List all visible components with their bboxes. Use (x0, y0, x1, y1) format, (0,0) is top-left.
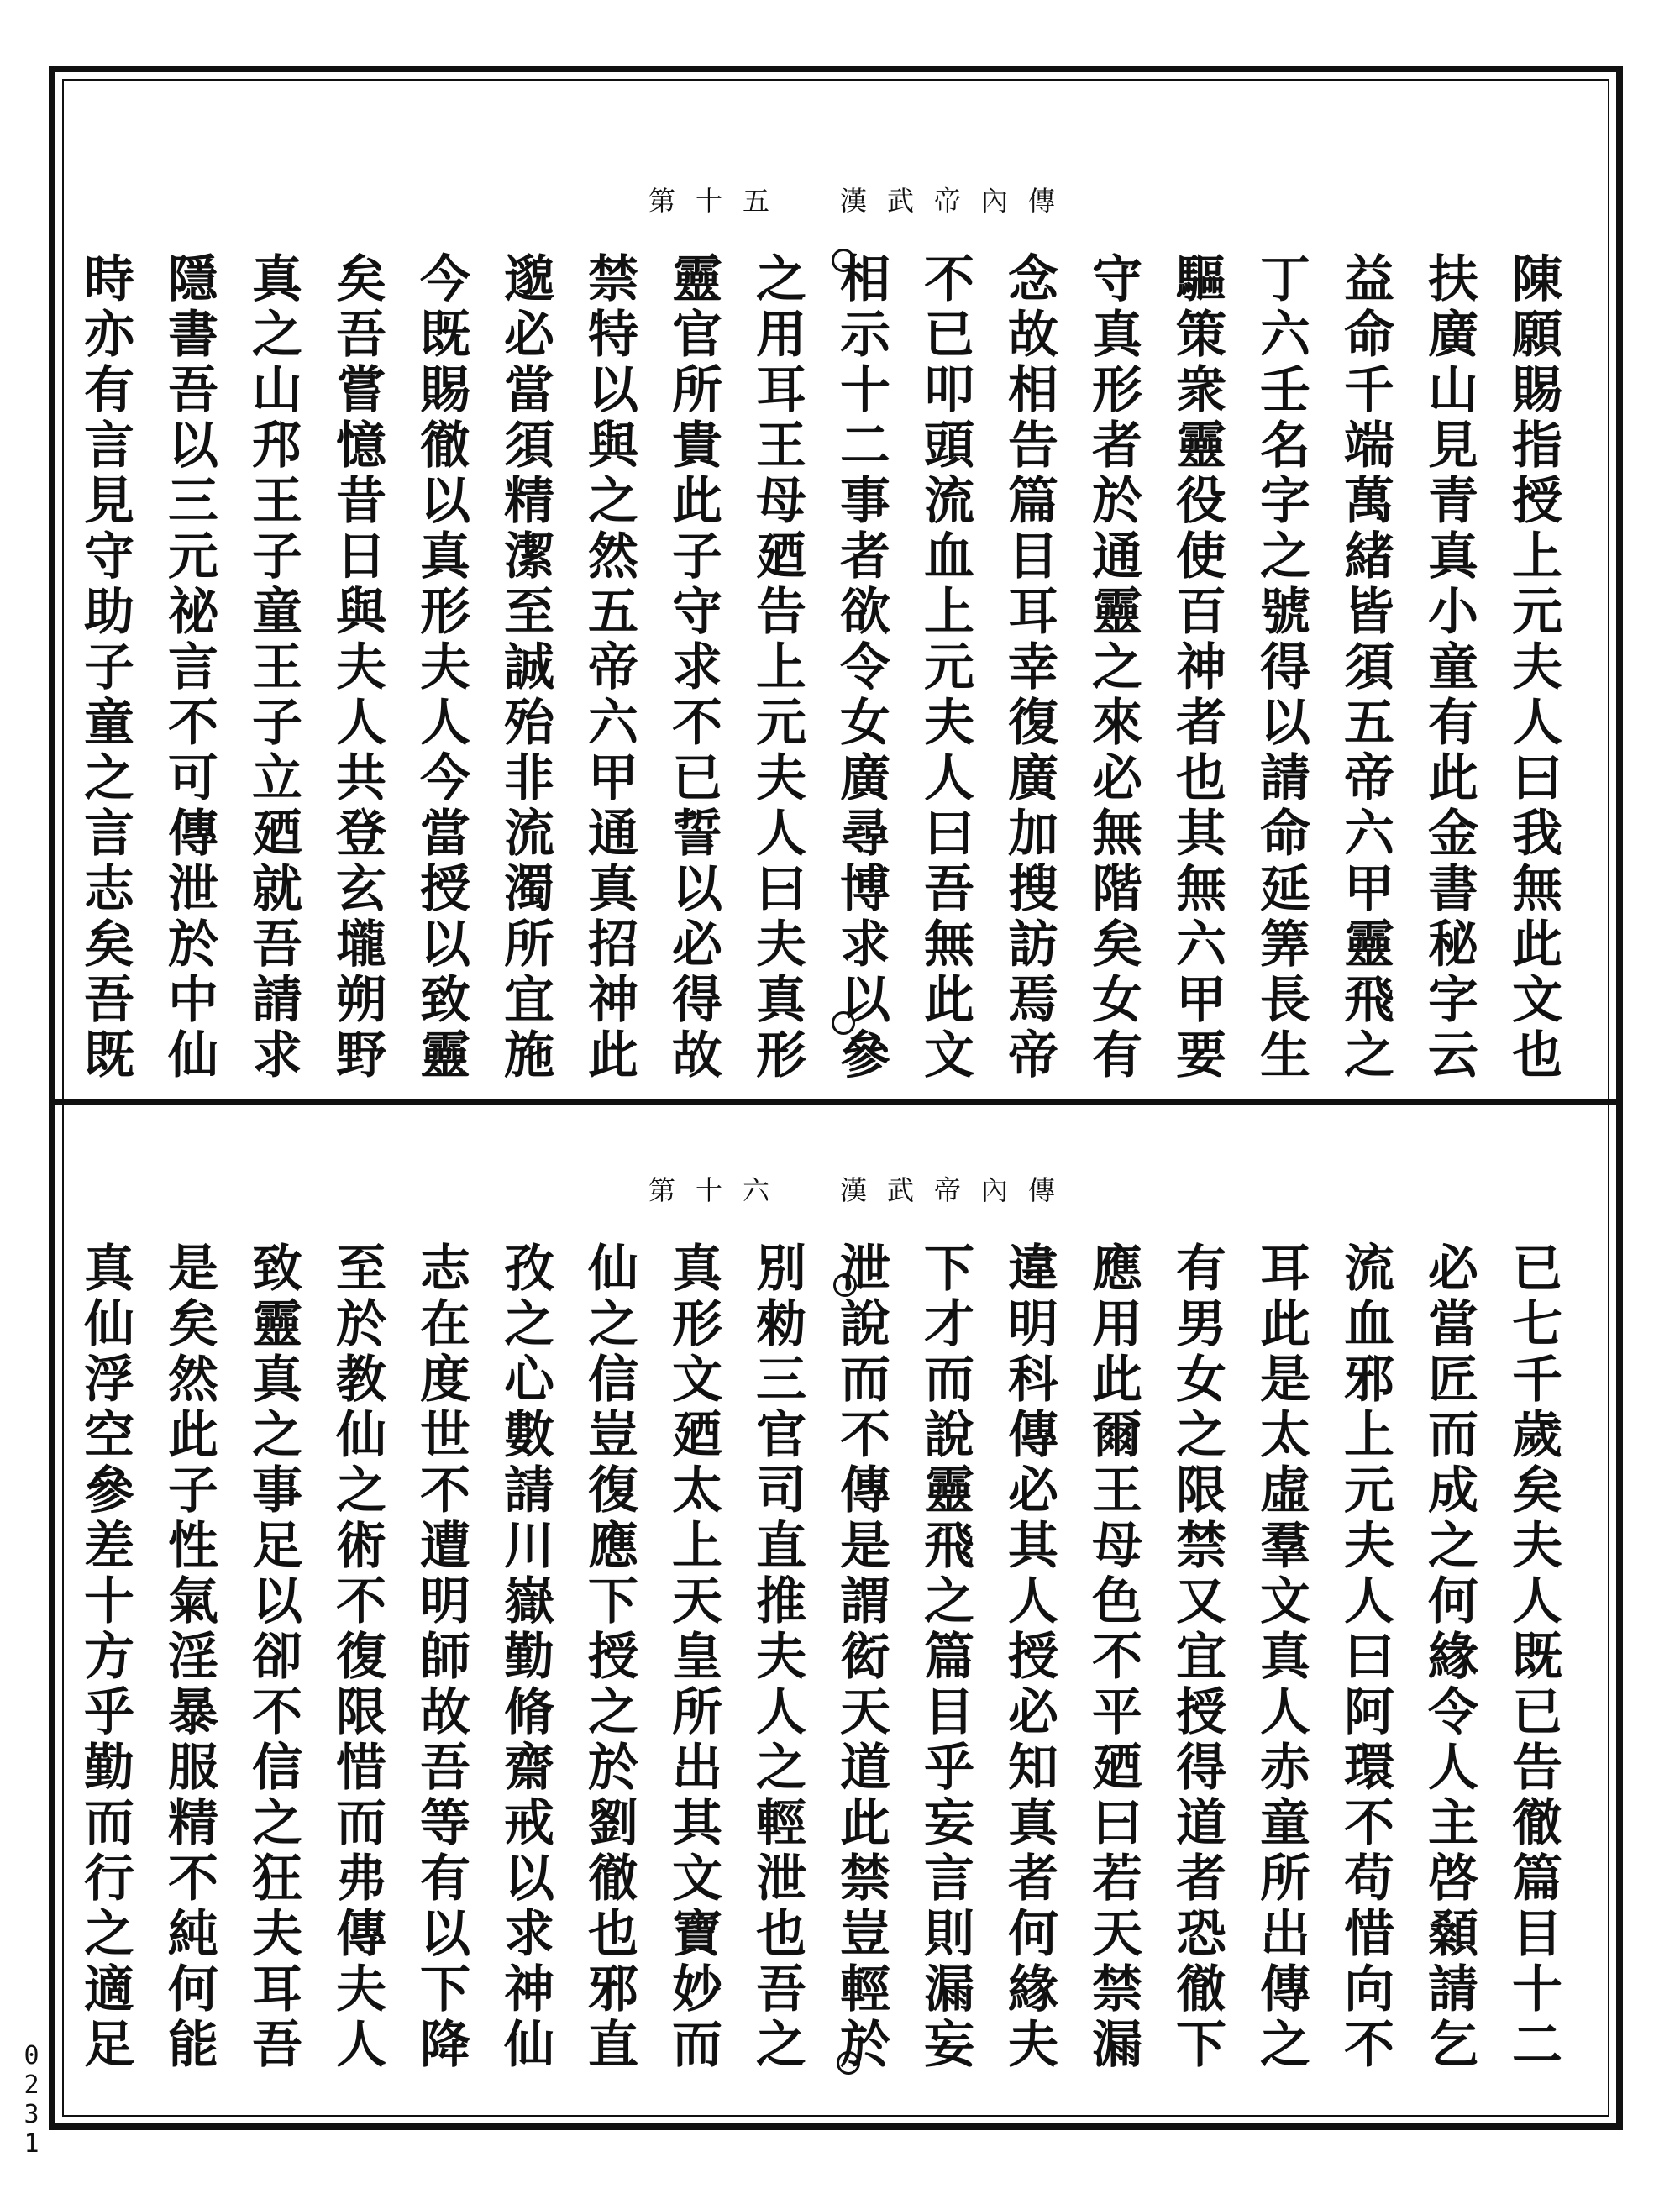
text-column: 之用耳王母廼告上元夫人曰夫真形 (748, 252, 806, 1084)
text-column: 應用此爾王母色不平廼曰若天禁漏 (1084, 1241, 1142, 2073)
punctuation-circle-mark (833, 1273, 857, 1297)
text-column: 陳願賜指授上元夫人曰我無此文也 (1504, 252, 1562, 1084)
text-column: 丁六壬名字之號得以請命延筭長生 (1252, 252, 1310, 1084)
text-column: 孜之心數請川嶽勤脩齋戒以求神仙 (496, 1241, 554, 2073)
text-column: 邈必當須精潔至誠殆非流濁所宜施 (496, 252, 554, 1084)
text-column: 有男女之限禁又宜授得道者恐徹下 (1168, 1241, 1226, 2073)
page-divider (55, 1099, 1616, 1105)
text-column: 下才而說靈飛之篇目乎妄言則漏妄 (916, 1241, 974, 2073)
text-column: 別勑三官司直推夫人之輕泄也吾之 (748, 1241, 806, 2073)
text-column: 必當匠而成之何緣令人主啓顙請乞 (1420, 1241, 1478, 2073)
upper-text-block (63, 252, 1575, 1084)
upper-header-chapter: 第十五 (648, 185, 790, 217)
text-column: 泄說而不傳是謂衒天道此禁豈輕於 (832, 1241, 890, 2073)
punctuation-circle-mark (832, 249, 855, 272)
text-column: 至於教仙之術不復限惜而弗傳夫人 (328, 1241, 386, 2073)
lower-header-chapter: 第十六 (648, 1174, 790, 1206)
lower-header-title: 漢武帝內傳 (839, 1174, 1075, 1206)
text-column: 扶廣山見青真小童有此金書秘字云 (1420, 252, 1478, 1084)
text-column: 違明科傳必其人授必知真者何緣夫 (1000, 1241, 1058, 2073)
punctuation-circle-mark (832, 1011, 855, 1035)
text-column: 真仙浮空參差十方乎勤而行之適足 (76, 1241, 134, 2073)
text-column: 相示十二事者欲令女廣尋博求以參 (832, 252, 890, 1084)
lower-text-block (63, 1241, 1575, 2081)
text-column: 矣吾嘗憶昔日與夫人共登玄壠朔野 (328, 252, 386, 1084)
text-column: 耳此是太虛羣文真人赤童所出傳之 (1252, 1241, 1310, 2073)
upper-page-header (0, 186, 1680, 215)
text-column: 守真形者於通靈之來必無階矣女有 (1084, 252, 1142, 1084)
text-column: 時亦有言見守助子童之言志矣吾既 (76, 252, 134, 1084)
text-column: 益命千端萬緒皆須五帝六甲靈飛之 (1336, 252, 1394, 1084)
lower-page-header (0, 1176, 1680, 1204)
upper-header-title: 漢武帝內傳 (839, 185, 1075, 217)
text-column: 是矣然此子性氣淫暴服精不純何能 (160, 1241, 218, 2073)
text-column: 仙之信豈復應下授之於劉徹也邪直 (580, 1241, 638, 2073)
text-column: 驅策衆靈役使百神者也其無六甲要 (1168, 252, 1226, 1084)
text-column: 念故相告篇目耳幸復廣加搜訪焉帝 (1000, 252, 1058, 1084)
text-column: 禁特以與之然五帝六甲通真招神此 (580, 252, 638, 1084)
page-number: 0231 (17, 2041, 46, 2159)
text-column: 靈官所貴此子守求不已誓以必得故 (664, 252, 722, 1084)
text-column: 隱書吾以三元祕言不可傳泄於中仙 (160, 252, 218, 1084)
punctuation-circle-mark (837, 2051, 860, 2075)
text-column: 已七千歲矣夫人既已告徹篇目十二 (1504, 1241, 1562, 2073)
text-column: 志在度世不遭明師故吾等有以下降 (412, 1241, 470, 2073)
text-column: 致靈真之事足以卻不信之狂夫耳吾 (244, 1241, 302, 2073)
text-column: 今既賜徹以真形夫人今當授以致靈 (412, 252, 470, 1084)
text-column: 不已叩頭流血上元夫人曰吾無此文 (916, 252, 974, 1084)
text-column: 真之山䢴王子童王子立廼就吾請求 (244, 252, 302, 1084)
text-column: 真形文廼太上天皇所出其文寶妙而 (664, 1241, 722, 2073)
text-column: 流血邪上元夫人曰阿環不苟惜向不 (1336, 1241, 1394, 2073)
